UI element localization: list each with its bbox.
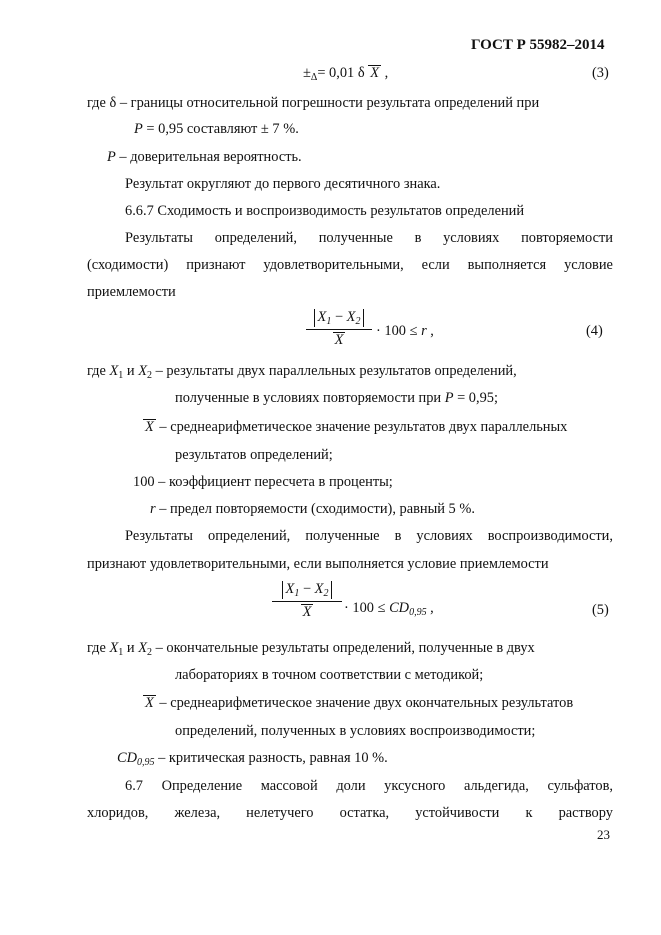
paragraph-repeatability-line1: Результаты определений, полученные в условиях повторяемости [125, 230, 613, 246]
where5-xbar-continuation: определений, полученных в условиях воспроизводимости; [175, 723, 536, 739]
paragraph-repeatability-line2: (сходимости) признают удовлетворительными, если выполняется условие [87, 257, 613, 273]
page-number: 23 [597, 827, 610, 842]
where-delta-line: где δ – границы относительной погрешности результата определений при [87, 95, 540, 111]
equation-3: $\pm_\Delta= 0,01$ δ X , [303, 65, 389, 83]
equation-5-fraction: $X_1 - X_2$ X [272, 581, 342, 621]
where5-x1-x2-continuation: лабораториях в точном соответствии с методикой; [175, 667, 484, 683]
section-heading-667: 6.6.7 Сходимость и воспроизводимость результатов определений [125, 203, 525, 219]
where-xbar-continuation: результатов определений; [175, 447, 333, 463]
equation-number-4: (4) [586, 323, 603, 339]
document-header: ГОСТ Р 55982–2014 [471, 37, 605, 53]
where5-x1-x2-line: где $X_1$ и $X_2$ – окончательные результаты определений, полученные в двух [87, 640, 535, 658]
paragraph-reproducibility-line2: признают удовлетворительными, если выполняется условие приемлемости [87, 556, 549, 572]
p-definition-line: P – доверительная вероятность. [107, 149, 302, 165]
where5-cd-line: $CD_{0,95}$ – критическая разность, равная 10 %. [117, 750, 388, 768]
equation-5-rhs: · $100 \le CD_{0,95}$ , [344, 600, 434, 618]
p-value-line: P = 0,95 составляют ± 7 %. [134, 121, 299, 137]
where-100-line: 100 – коэффициент пересчета в проценты; [133, 474, 393, 490]
x-mean-symbol: X [334, 332, 344, 348]
section-67-line2: хлоридов, железа, нелетучего остатка, устойчивости к раствору [87, 805, 613, 821]
section-67-line1: 6.7 Определение массовой доли уксусного альдегида, сульфатов, [125, 778, 613, 794]
x-mean-symbol: X [302, 604, 312, 620]
equation-number-5: (5) [592, 602, 609, 618]
x-mean-symbol: X [145, 419, 154, 435]
rounding-text: Результат округляют до первого десятичного знака. [125, 176, 441, 192]
where-xbar-line: X – среднеарифметическое значение результатов двух параллельных [145, 419, 568, 435]
equation-4-rhs: · 100 ≤ r , [376, 323, 434, 339]
where-x1-x2-line: где $X_1$ и $X_2$ – результаты двух параллельных результатов определений, [87, 363, 517, 381]
x-mean-symbol: X [370, 65, 380, 81]
where-x1-x2-continuation: полученные в условиях повторяемости при P = 0,95; [175, 390, 498, 406]
where5-xbar-line: X – среднеарифметическое значение двух окончательных результатов [145, 695, 574, 711]
equation-4-fraction: $X_1 - X_2$ X [306, 309, 372, 349]
paragraph-repeatability-line3: приемлемости [87, 284, 176, 300]
x-mean-symbol: X [145, 695, 154, 711]
equation-number-3: (3) [592, 65, 609, 81]
where-r-line: r – предел повторяемости (сходимости), равный 5 %. [150, 501, 475, 517]
paragraph-reproducibility-line1: Результаты определений, полученные в условиях воспроизводимости, [125, 528, 613, 544]
